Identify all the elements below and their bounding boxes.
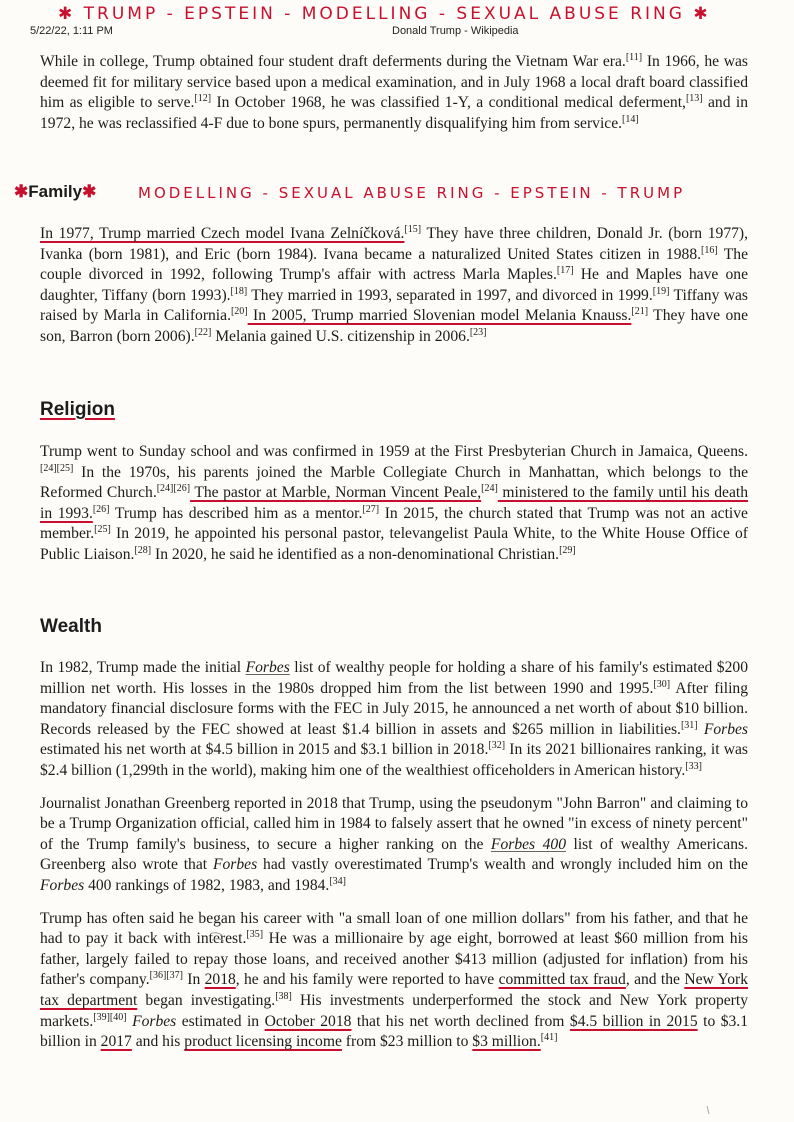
text-run: In its 2021 billionaires ranking, it was $2.4 billion (1,299th in the world), making him one of the wealthiest officeholders in American history. bbox=[40, 741, 748, 779]
text-run: In 2020, he said he identified as a non-denominational Christian. bbox=[151, 545, 560, 563]
forbes-italic: Forbes bbox=[40, 876, 85, 894]
citation[interactable]: [30] bbox=[653, 678, 671, 690]
text-run: They have one son, Barron (born 2006). bbox=[40, 307, 748, 345]
religion-heading bbox=[40, 399, 115, 421]
text-run: In 1966, he was deemed fit for military service based upon a medical examination, and in July 1968 a local draft board classified him as eligible to serve. bbox=[40, 53, 748, 112]
citation[interactable]: [14] bbox=[622, 113, 639, 125]
text-run: ministered to the family until his death in 1993. bbox=[40, 484, 748, 522]
citation[interactable]: [16] bbox=[701, 244, 718, 256]
text-run: In October 1968, he was classified 1-Y, a conditional medical deferment, bbox=[211, 94, 686, 112]
heading-text: Wealth bbox=[40, 616, 102, 637]
citation[interactable]: [23] bbox=[469, 326, 487, 338]
text-run: from $23 million to bbox=[341, 1033, 473, 1051]
text-run: began investigating. bbox=[137, 991, 276, 1009]
religion-paragraph bbox=[40, 442, 748, 578]
print-page-title: Donald Trump - Wikipedia bbox=[392, 25, 519, 37]
citation[interactable]: [18] bbox=[230, 285, 248, 297]
citation[interactable]: [13] bbox=[685, 93, 703, 104]
citation[interactable]: [24] bbox=[481, 483, 498, 494]
text-run: 2017 bbox=[100, 1033, 132, 1051]
citation[interactable]: [35] bbox=[246, 928, 264, 940]
text-run: 400 rankings of 1982, 1983, and 1984. bbox=[84, 876, 330, 894]
text-run: Trump went to Sunday school and was confirmed in 1959 at the First Presbyterian Church in Jamaica, Queens. bbox=[40, 443, 748, 460]
text-run: They have three children, Donald Jr. (born 1977), Ivanka (born 1981), and Eric (born 1984). Ivana became a naturalized United States citizen in 1988. bbox=[40, 225, 748, 263]
citation[interactable]: [12] bbox=[194, 93, 212, 104]
citation[interactable]: [36][37] bbox=[149, 970, 183, 982]
forbes-italic: Forbes bbox=[703, 720, 748, 738]
text-run: The couple divorced in 1992, following Trump's affair with actress Marla Maples. bbox=[40, 245, 748, 284]
text-run: He and Maples have one daughter, Tiffany (born 1993). bbox=[40, 266, 748, 304]
citation[interactable]: [27] bbox=[362, 503, 380, 515]
text-run: In 2019, he appointed his personal pastor, televangelist Paula White, to the White House Office of Public Liaison. bbox=[40, 525, 748, 563]
wealth-paragraph-3 bbox=[40, 909, 748, 1053]
citation[interactable]: [19] bbox=[652, 285, 670, 297]
text-run: and in 1972, he was reclassified 4-F due to bone spurs, permanently disqualifying him from service. bbox=[40, 94, 748, 132]
citation[interactable]: [21] bbox=[631, 306, 649, 318]
text-run: Trump has described him as a mentor. bbox=[109, 504, 363, 522]
text-run: to $3.1 billion in bbox=[40, 1012, 748, 1051]
text-run: In the 1970s, his parents joined the Marble Collegiate Church in Manhattan, which belongs to the Reformed Church. bbox=[40, 463, 748, 502]
text-run: In bbox=[182, 971, 205, 989]
text-run: The pastor at Marble, Norman Vincent Peale, bbox=[190, 484, 482, 502]
citation[interactable]: [24][26] bbox=[156, 483, 191, 494]
family-paragraph bbox=[40, 224, 748, 360]
text-run: He was a millionaire by age eight, borrowed at least $60 million from his father, largely failed to repay those loans, and received another $413 million (adjusted for inflation) from his father's company. bbox=[40, 930, 748, 989]
citation[interactable]: [29] bbox=[559, 544, 576, 556]
heading-text: Family bbox=[28, 182, 83, 201]
wealth-paragraph-1 bbox=[40, 658, 748, 782]
citation[interactable]: [28] bbox=[134, 544, 152, 556]
citation[interactable]: [20] bbox=[230, 306, 248, 318]
text-run: In 2005, Trump married Slovenian model Melania Knauss. bbox=[247, 307, 632, 325]
citation[interactable]: [15] bbox=[404, 223, 422, 235]
citation[interactable]: [33] bbox=[685, 760, 702, 772]
text-run: New York tax department bbox=[40, 971, 748, 1009]
forbes-italic: Forbes bbox=[212, 856, 258, 874]
text-run: $3 million. bbox=[472, 1033, 541, 1051]
handwritten-top-annotation bbox=[58, 4, 711, 24]
citation[interactable]: [31] bbox=[680, 719, 698, 731]
text-run: , and the bbox=[625, 971, 685, 989]
text-run: His investments underperformed the stock and New York property markets. bbox=[40, 991, 748, 1030]
family-heading bbox=[14, 182, 96, 202]
text-run: Trump has often said he began his career with "a small loan of one million dollars" from his father, and that he had to pay it back with interest. bbox=[40, 909, 748, 948]
star-mark: ✱ bbox=[58, 4, 76, 24]
citation[interactable]: [39][40] bbox=[93, 1011, 127, 1023]
text-run: that his net worth declined from bbox=[351, 1012, 570, 1030]
forbes-400-link[interactable]: Forbes 400 bbox=[490, 835, 566, 853]
citation[interactable]: [17] bbox=[556, 265, 574, 276]
star-mark: ✱ bbox=[14, 182, 29, 201]
wealth-heading bbox=[40, 616, 102, 638]
text-run: $4.5 billion in 2015 bbox=[569, 1012, 698, 1030]
text-run: Tiffany was raised by Marla in California. bbox=[40, 286, 748, 325]
text-run: estimated his net worth at $4.5 billion in 2015 and $3.1 billion in 2018. bbox=[40, 741, 489, 759]
text-run: , he and his family were reported to have bbox=[235, 971, 499, 989]
forbes-link[interactable]: Forbes bbox=[245, 659, 290, 676]
text-run: Journalist Jonathan Greenberg reported in 2018 that Trump, using the pseudonym "John Barron" and claiming to be a Trump Organization official, called him in 1984 to falsely assert that he owned "in excess of ninety percent" of the Trump family's business, to secure a higher ranking on the bbox=[40, 794, 748, 853]
wealth-section bbox=[40, 658, 748, 1065]
text-run: October 2018 bbox=[264, 1012, 352, 1030]
text-run: While in college, Trump obtained four student draft deferments during the Vietnam War era. bbox=[40, 53, 626, 70]
text-run: They married in 1993, separated in 1997, and divorced in 1999. bbox=[247, 286, 653, 304]
citation[interactable]: [25] bbox=[94, 524, 111, 536]
wealth-paragraph-2 bbox=[40, 794, 748, 897]
citation[interactable]: [24][25] bbox=[40, 462, 74, 474]
text-run: product licensing income bbox=[184, 1033, 342, 1051]
text-run: In 2015, the church stated that Trump was not an active member. bbox=[40, 504, 748, 543]
text-run: had vastly overestimated Trump's wealth and wrongly included him on the bbox=[257, 856, 748, 874]
forbes-italic: Forbes bbox=[132, 1012, 177, 1030]
text-run: list of wealthy people for holding a share of his family's estimated $200 million net worth. His losses in the 1980s dropped him from the list between 1990 and 1995. bbox=[40, 659, 748, 697]
citation[interactable]: [22] bbox=[194, 326, 212, 338]
text-run: estimated in bbox=[176, 1012, 265, 1030]
citation[interactable]: [32] bbox=[488, 740, 506, 752]
stray-pen-mark bbox=[704, 1104, 714, 1116]
citation[interactable]: [26] bbox=[92, 503, 110, 515]
citation[interactable]: [41] bbox=[540, 1031, 558, 1043]
heading-text: Religion bbox=[40, 399, 115, 420]
text-run: list of wealthy Americans. Greenberg also wrote that bbox=[40, 835, 748, 874]
text-run: committed tax fraud bbox=[498, 971, 626, 989]
citation[interactable]: [38] bbox=[275, 990, 292, 1002]
text-run: In 1982, Trump made the initial bbox=[40, 659, 246, 676]
star-mark: ✱ bbox=[693, 4, 711, 24]
star-mark: ✱ bbox=[82, 182, 97, 201]
text-run: and his bbox=[131, 1033, 185, 1051]
text-run: 2018 bbox=[204, 971, 236, 989]
text-run: In 1977, Trump married Czech model Ivana Zelníčková. bbox=[40, 225, 405, 242]
handwritten-family-annotation bbox=[138, 184, 685, 202]
annotation-text: TRUMP - EPSTEIN - MODELLING - SEXUAL ABUSE RING bbox=[83, 4, 685, 24]
annotation-text: MODELLING - SEXUAL ABUSE RING - EPSTEIN - TRUMP bbox=[138, 184, 686, 202]
citation[interactable]: [11] bbox=[625, 51, 643, 63]
text-run: After filing mandatory financial disclosure forms with the FEC in July 2015, he announced a net worth of about $10 billion. Records released by the FEC showed at least $1.4 billion in assets and $265 million in liabilities. bbox=[40, 679, 748, 738]
military-paragraph bbox=[40, 52, 748, 146]
print-datetime: 5/22/22, 1:11 PM bbox=[30, 25, 113, 37]
citation[interactable]: [34] bbox=[329, 875, 347, 887]
text-run: Melania gained U.S. citizenship in 2006. bbox=[211, 327, 470, 345]
